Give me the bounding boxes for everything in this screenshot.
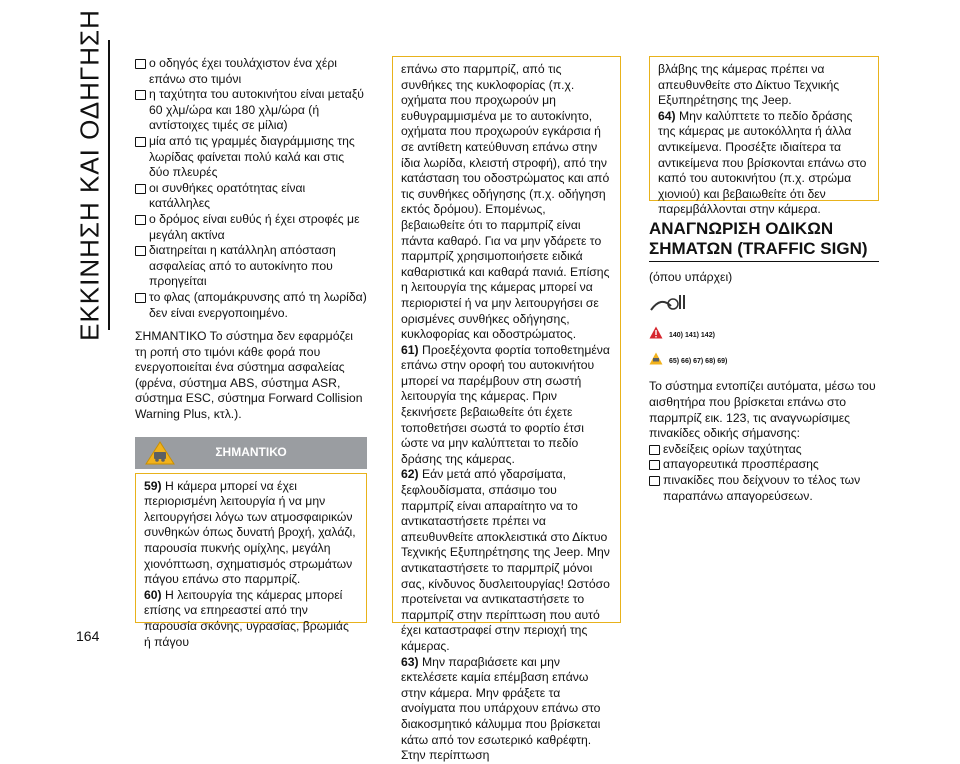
checkbox-bullet-icon	[135, 184, 146, 194]
checkbox-bullet-icon	[135, 59, 146, 69]
warning-text: επάνω στο παρμπρίζ, από τις συνθήκες της κυκλοφορίας (π.χ. οχήματα που προχωρούν μη ευθυγραμμισμένα με το αυτοκίνητο, οχήματα που προχωρούν εγκάρσια ή σε αντίθετη κατεύθυνση επάνω στην ίδια λωρίδα, κλειστή στροφή), από την κατάσταση του οδοστρώματος και από τις συνθήκες οδήγησης (π.χ. οδήγηση εκτός δρόμου). Επομένως, βεβαιωθείτε ότι το παρμπρίζ είναι πάντα καθαρό. Για να μην γδάρετε το παρμπρίζ χρησιμοποιήσετε ειδικά καθαριστικά και καθαρά πανιά. Επίσης η λειτουργία της κάμερας μπορεί να περιοριστεί ή να μην λειτουργήσει σε ορισμένες συνθήκες οδήγησης, κυκλοφορίας και οδοστρώματος.	[401, 62, 610, 342]
warning-triangle-icon	[649, 352, 663, 372]
checkbox-bullet-icon	[649, 460, 660, 470]
warning-box	[392, 56, 621, 763]
list-item: ο οδηγός έχει τουλάχιστον ένα χέρι επάνω στο τιμόνι	[135, 56, 367, 87]
warning-references: 65) 66) 67) 68) 69)	[669, 357, 728, 365]
warning-refs-row	[649, 352, 879, 372]
column-3	[649, 56, 879, 504]
list-item: απαγορευτικά προσπέρασης	[649, 457, 879, 473]
warning-text: βλάβης της κάμερας πρέπει να απευθυνθείτε στο Δίκτυο Τεχνικής Εξυπηρέτησης της Jeep.	[658, 62, 840, 108]
checkbox-bullet-icon	[135, 246, 146, 256]
list-item: πινακίδες που δείχνουν το τέλος των παραπάνω απαγορεύσεων.	[649, 473, 879, 504]
warning-header	[135, 437, 367, 469]
list-item: διατηρείται η κατάλληλη απόσταση ασφαλείας από το αυτοκίνητο που προηγείται	[135, 243, 367, 290]
warning-item: 64) Μην καλύπτετε το πεδίο δράσης της κάμερας με αυτοκόλλητα ή άλλα αντικείμενα. Προσέξτε ιδιαίτερα τα αντικείμενα που βρίσκονται επάνω στο καπό του αυτοκινήτου (π.χ. στρώμα χιονιού) και βεβαιωθείτε ότι δεν παρεμβάλλονται στην κάμερα.	[658, 108, 867, 217]
traffic-sign-camera-icon	[649, 292, 689, 321]
important-note: ΣΗΜΑΝΤΙΚΟ Το σύστημα δεν εφαρμόζει τη ροπή στο τιμόνι κάθε φορά που ενεργοποιείται ένα σύστημα ασφαλείας (φρένα, σύστημα ABS, σύστημα ASR, σύστημα ESC, σύστημα Forward Collision Warning Plus, κτλ.).	[135, 329, 363, 422]
warning-label: ΣΗΜΑΝΤΙΚΟ	[215, 444, 287, 459]
section-title-vertical: ΕΚΚΙΝΗΣΗ ΚΑΙ ΟΔΗΓΗΣΗ	[74, 9, 105, 341]
list-item: το φλας (απομάκρυνσης από τη λωρίδα) δεν είναι ενεργοποιημένο.	[135, 290, 367, 321]
list-item: μία από τις γραμμές διαγράμμισης της λωρίδας φαίνεται πολύ καλά και στις δύο πλευρές	[135, 134, 367, 181]
feature-icon-row	[649, 292, 879, 321]
danger-refs-row	[649, 326, 879, 346]
header-divider	[108, 40, 110, 330]
list-item: ενδείξεις ορίων ταχύτητας	[649, 442, 879, 458]
warning-item: 60) Η λειτουργία της κάμερας μπορεί επίσης να επηρεαστεί από την παρουσία σκόνης, υγρασίας, βρωμιάς ή πάγου	[144, 587, 349, 649]
checkbox-bullet-icon	[135, 293, 146, 303]
page-number: 164	[76, 628, 100, 644]
danger-references: 140) 141) 142)	[669, 332, 715, 340]
warning-box	[135, 473, 367, 649]
availability-note: (όπου υπάρχει)	[649, 270, 733, 284]
checkbox-bullet-icon	[649, 445, 660, 455]
warning-item: 59) Η κάμερα μπορεί να έχει περιορισμένη λειτουργία ή να μην λειτουργήσει λόγω των ατμοσφαιρικών συνθηκών όπως δυνατή βροχή, χαλάζι, παρουσία πυκνής ομίχλης, μεγάλη χιονόπτωση, σχηματισμός στρωμάτων πάγου επάνω στο παρμπρίζ.	[144, 478, 356, 587]
checkbox-bullet-icon	[135, 90, 146, 100]
body-text: Το σύστημα εντοπίζει αυτόματα, μέσω του αισθητήρα που βρίσκεται επάνω στο παρμπρίζ εικ. 123, τις αναγνωρίσιμες πινακίδες οδικής σήμανσης:	[649, 379, 876, 441]
checkbox-bullet-icon	[135, 137, 146, 147]
column-2	[392, 56, 621, 763]
list-item: ο δρόμος είναι ευθύς ή έχει στροφές με μεγάλη ακτίνα	[135, 212, 367, 243]
warning-box	[649, 56, 879, 217]
checkbox-bullet-icon	[649, 476, 660, 486]
column-1	[135, 56, 367, 649]
checkbox-bullet-icon	[135, 215, 146, 225]
danger-triangle-icon	[649, 326, 663, 346]
list-item: η ταχύτητα του αυτοκινήτου είναι μεταξύ 60 χλμ/ώρα και 180 χλμ/ώρα (ή αντίστοιχες τιμές σε μίλια)	[135, 87, 367, 134]
list-item: οι συνθήκες ορατότητας είναι κατάλληλες	[135, 181, 367, 212]
warning-item: 63) Μην παραβιάσετε και μην εκτελέσετε καμία επέμβαση επάνω στην κάμερα. Μην φράξετε τα ανοίγματα που υπάρχουν επάνω στο διακοσμητικό κάλυμμα που βρίσκεται κάτω από τον εσωτερικό καθρέφτη. Στην περίπτωση	[401, 654, 601, 763]
warning-item: 61) Προεξέχοντα φορτία τοποθετημένα επάνω στην οροφή του αυτοκινήτου μπορεί να παρέμβουν στη σωστή λειτουργία της κάμερας. Πριν ξεκινήσετε βεβαιωθείτε ότι έχετε τοποθετήσει σωστά το φορτίο έτσι ώστε να μην καλύπτεται το πεδίο δράσης της κάμερας.	[401, 342, 610, 466]
traffic-sign-section-title: ΑΝΑΓΝΩΡΙΣΗ ΟΔΙΚΩΝ ΣΗΜΑΤΩΝ (TRAFFIC SIGN)	[649, 219, 879, 262]
warning-item: 62) Εάν μετά από γδαρσίματα, ξεφλουδίσματα, σπάσιμο του παρμπρίζ είναι απαραίτητο να το αντικαταστήσετε πρέπει να απευθυνθείτε αποκλειστικά στο Δίκτυο Τεχνικής Εξυπηρέτησης της Jeep. Μην αντικαταστήσετε το παρμπρίζ μόνοι σας, κίνδυνος δυσλειτουργίας! Ωστόσο προτείνεται να αντικαταστήσετε το παρμπρίζ στην περίπτωση που αυτό έχει καταστραφεί στην περιοχή της κάμερας.	[401, 467, 610, 653]
